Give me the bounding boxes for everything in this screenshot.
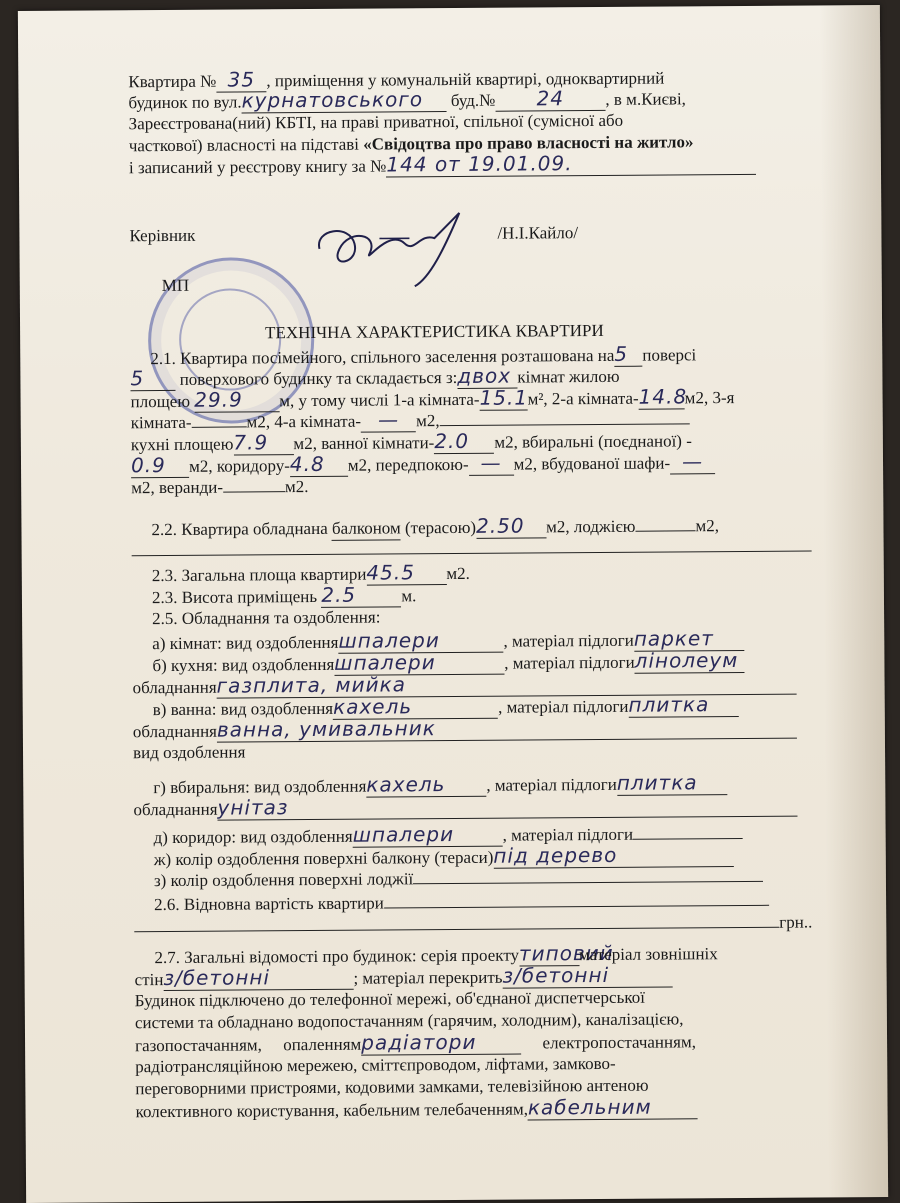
room2-area: 14.8 bbox=[638, 384, 688, 409]
apartment-number: 35 bbox=[216, 69, 266, 92]
hall-area: — bbox=[469, 453, 514, 476]
section-2-7 bbox=[134, 940, 824, 1122]
bath-area: 2.0 bbox=[434, 431, 494, 454]
toilet-floor: плитка bbox=[617, 772, 727, 795]
text: м2, коридору- bbox=[188, 456, 290, 476]
seal-label: МП bbox=[161, 275, 190, 296]
text: матеріал зовнішніх bbox=[578, 944, 718, 965]
text: 2.6. Відновна вартість квартири bbox=[154, 893, 384, 915]
rooms-value: двох bbox=[457, 366, 517, 389]
toilet-area: 0.9 bbox=[131, 455, 189, 478]
text: площею bbox=[130, 391, 191, 412]
text: в) ванна: вид оздоблення bbox=[152, 698, 334, 720]
document-page bbox=[18, 5, 888, 1203]
text: кімната- bbox=[130, 412, 192, 433]
project-series: типовий bbox=[518, 940, 614, 966]
toilet-finish: кахель bbox=[366, 774, 486, 797]
balcony-color: під дерево bbox=[493, 844, 733, 868]
ceiling-material: з/бетонні bbox=[502, 964, 672, 988]
text: вид оздоблення bbox=[132, 742, 246, 763]
toilet-equipment: унітаз bbox=[217, 794, 797, 821]
room4-area: — bbox=[361, 409, 416, 432]
kitchen-area: 7.9 bbox=[233, 432, 293, 455]
text: м2, передпокою- bbox=[347, 454, 469, 475]
cable-tv: кабельним bbox=[528, 1096, 698, 1120]
bath-floor: плитка bbox=[628, 694, 738, 717]
room1-area: 15.1 bbox=[479, 385, 529, 410]
text: стін bbox=[134, 970, 164, 990]
text: м2, ванної кімнати- bbox=[293, 433, 435, 454]
text: кухні площею bbox=[130, 434, 234, 455]
text: поверхового будинку та складається з: bbox=[179, 367, 458, 389]
ceiling-height: 2.5 bbox=[321, 584, 401, 607]
heating-type: радіатори bbox=[361, 1032, 521, 1056]
text: , матеріал підлоги bbox=[502, 824, 634, 845]
text: м2, лоджією bbox=[545, 516, 636, 537]
text: , матеріал підлоги bbox=[503, 630, 634, 651]
house-number: 24 bbox=[495, 88, 605, 111]
rooms-finish: шпалери bbox=[338, 630, 503, 654]
text: 2.7. Загальні відомості про будинок: серія проекту bbox=[154, 945, 520, 968]
text: 2.3. Загальна площа квартири bbox=[151, 564, 367, 586]
text: 2.1. Квартира посімейного, спільного заселення розташована на bbox=[150, 345, 615, 369]
text: м2, 3-я bbox=[684, 388, 735, 408]
text: часткової) власності на підставі bbox=[128, 134, 360, 156]
text: , матеріал підлоги bbox=[486, 774, 617, 795]
text: обладнання bbox=[133, 799, 218, 820]
kitchen-equipment: газплита, мийка bbox=[217, 672, 797, 699]
text: а) кімнат: вид оздоблення bbox=[152, 632, 339, 654]
registry-number: 144 от 19.01.09. bbox=[386, 152, 756, 177]
text: 2.3. Висота приміщень bbox=[151, 586, 318, 608]
rooms-floor: паркет bbox=[634, 628, 744, 651]
floor-value: 5 bbox=[614, 344, 642, 367]
text: радіотрансляційною мережею, сміттєпроводом, ліфтами, замково- bbox=[135, 1053, 616, 1077]
text: кімнат жилою bbox=[517, 366, 620, 387]
text: ; матеріал перекрить bbox=[353, 967, 503, 988]
corridor-finish: шпалери bbox=[353, 824, 503, 848]
text: м2, вбудованої шафи- bbox=[513, 453, 671, 474]
text: поверсі bbox=[642, 345, 697, 365]
living-area: 29.9 bbox=[194, 389, 279, 412]
bath-equipment: ванна, умивальник bbox=[217, 716, 797, 743]
text: обладнання bbox=[132, 677, 217, 698]
certificate-title: «Свідоцтва про право власності на житло» bbox=[363, 132, 694, 154]
text: б) кухня: вид оздоблення bbox=[152, 654, 335, 676]
text: газопостачанням, bbox=[135, 1035, 262, 1056]
text: м2, bbox=[415, 411, 440, 431]
text: ж) колір оздоблення поверхні балкону (тераси) bbox=[153, 847, 494, 870]
bath-finish: кахель bbox=[333, 696, 498, 720]
currency-label: грн.. bbox=[779, 912, 813, 932]
text: м2, вбиральні (поєднаної) - bbox=[494, 431, 692, 452]
text: будинок по вул. bbox=[128, 92, 242, 113]
text: (терасою) bbox=[404, 517, 477, 538]
text: Квартира № bbox=[128, 71, 217, 92]
balcony-area: 2.50 bbox=[476, 515, 546, 538]
text: д) коридор: вид оздоблення bbox=[153, 826, 353, 848]
text: Зареєстрована(ний) КБТІ, на праві приватної, спільної (сумісної або bbox=[128, 110, 624, 134]
floors-value: 5 bbox=[130, 368, 175, 391]
text: опаленням bbox=[283, 1034, 362, 1055]
text: м², 2-а кімната- bbox=[527, 388, 639, 409]
text: 2.2. Квартира обладнана bbox=[151, 518, 328, 540]
text: м2, bbox=[695, 516, 720, 536]
text: обладнання bbox=[132, 721, 218, 742]
text: м2, веранди- bbox=[131, 477, 224, 498]
text: , матеріал підлоги bbox=[504, 652, 635, 673]
kitchen-floor: лінолеум bbox=[635, 650, 745, 673]
signature bbox=[309, 208, 510, 289]
text: м2. bbox=[284, 477, 309, 497]
walls-material: з/бетонні bbox=[163, 967, 353, 991]
text: г) вбиральня: вид оздоблення bbox=[153, 776, 367, 798]
text: системи та обладнано водопостачанням (гарячим, холодним), каналізацією, bbox=[134, 1009, 684, 1033]
section-title: ТЕХНІЧНА ХАРАКТЕРИСТИКА КВАРТИРИ bbox=[265, 320, 604, 343]
text: електропостачанням, bbox=[542, 1032, 696, 1053]
corridor-area: 4.8 bbox=[290, 454, 348, 477]
kitchen-finish: шпалери bbox=[334, 652, 504, 676]
text: переговорними пристроями, кодовими замками, телевізійною антеною bbox=[135, 1075, 649, 1099]
text: м, у тому числі 1-а кімната- bbox=[279, 389, 480, 411]
text: буд.№ bbox=[450, 90, 496, 111]
text: м. bbox=[401, 586, 417, 606]
head-name: /Н.І.Кайло/ bbox=[497, 223, 579, 243]
total-area: 45.5 bbox=[366, 562, 446, 585]
text: колективного користування, кабельним телебаченням, bbox=[135, 1099, 528, 1122]
wardrobe-area: — bbox=[670, 451, 715, 474]
ownership-paragraph bbox=[128, 65, 818, 178]
text: , в м.Києві, bbox=[605, 89, 686, 109]
text: м2. bbox=[446, 563, 470, 584]
balcony-label: балконом bbox=[332, 517, 401, 540]
page-shadow bbox=[820, 5, 888, 1197]
text: м2, 4-а кімната- bbox=[246, 411, 362, 432]
text: Будинок підключено до телефонної мережі, об'єднаної диспетчерської bbox=[134, 987, 646, 1011]
section-2-2 bbox=[131, 513, 821, 540]
text: з) колір оздоблення поверхні лоджії bbox=[153, 869, 414, 891]
street-name: курнатовського bbox=[241, 89, 446, 113]
text: і записаний у реєстрову книгу за № bbox=[128, 156, 387, 178]
head-label: Керівник bbox=[129, 225, 196, 246]
text: , приміщення у комунальній квартирі, одноквартирний bbox=[266, 68, 665, 91]
text: 2.5. Обладнання та оздоблення: bbox=[152, 607, 381, 629]
text: , матеріал підлоги bbox=[498, 696, 629, 717]
